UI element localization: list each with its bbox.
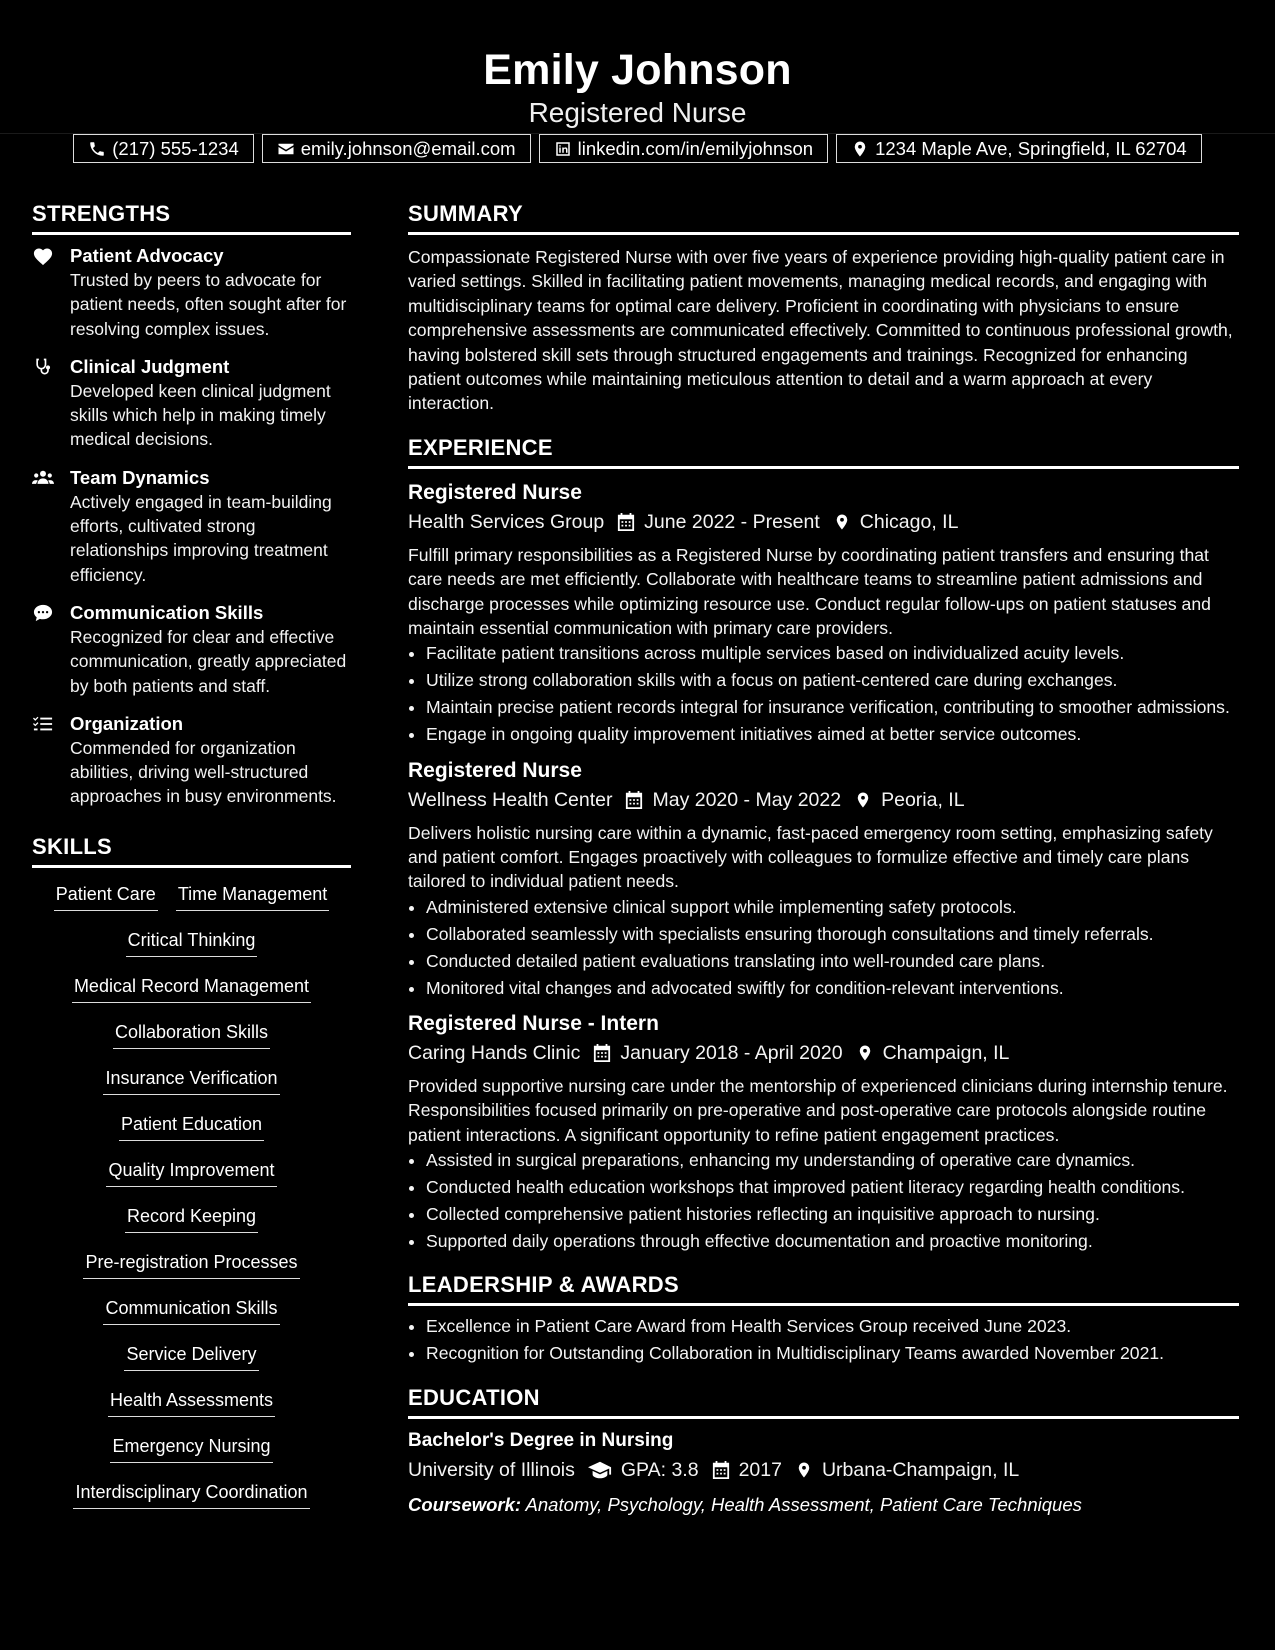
calendar-icon xyxy=(712,1460,730,1480)
job-bullet: • Maintain precise patient records integral for insurance verification, contributing to smoother admissions. xyxy=(426,695,1239,719)
strength-desc: Commended for organization abilities, driving well-structured approaches in busy environments. xyxy=(70,737,337,807)
skill-tag: Communication Skills xyxy=(103,1296,279,1325)
contact-address-text: 1234 Maple Ave, Springfield, IL 62704 xyxy=(875,137,1187,159)
job-description: Fulfill primary responsibilities as a Registered Nurse by coordinating patient transfers and ensuring that care needs are met efficiently. Collaborate with healthcare teams to streamline patient admissions and discharge processes while optimizing resource use. Conduct regular follow-ups on patient statuses and maintain essential communication with primary care providers. xyxy=(408,544,1211,639)
skill-tag: Patient Care xyxy=(54,882,158,911)
company-name: Wellness Health Center xyxy=(408,788,613,811)
skill-tag: Medical Record Management xyxy=(72,974,311,1003)
graduation-cap-icon xyxy=(588,1460,612,1480)
stethoscope-icon xyxy=(32,357,54,377)
job-bullet: • Assisted in surgical preparations, enhancing my understanding of operative care dynamics. xyxy=(426,1148,1239,1172)
strength-item xyxy=(32,600,351,698)
contact-phone[interactable] xyxy=(73,134,254,163)
job-bullet: • Collaborated seamlessly with specialists ensuring thorough consultations and timely referrals. xyxy=(426,922,1239,946)
job-bullet: • Engage in ongoing quality improvement initiatives aimed at better service outcomes. xyxy=(426,722,1239,746)
contact-linkedin[interactable] xyxy=(539,134,828,163)
skill-tag: Quality Improvement xyxy=(106,1158,276,1187)
envelope-icon xyxy=(277,140,295,158)
experience-entry xyxy=(408,479,1239,747)
job-location: Peoria, IL xyxy=(881,788,965,811)
candidate-title: Registered Nurse xyxy=(528,97,747,128)
award-item: • Recognition for Outstanding Collaboration in Multidisciplinary Teams awarded November 2021. xyxy=(426,1341,1239,1365)
resume-header xyxy=(0,0,1275,159)
summary-heading: SUMMARY xyxy=(408,200,1239,235)
coursework xyxy=(408,1491,1239,1519)
job-meta xyxy=(408,1038,1239,1068)
company-name: Health Services Group xyxy=(408,510,605,533)
education-heading: EDUCATION xyxy=(408,1384,1239,1419)
job-bullets xyxy=(408,895,1239,1000)
job-bullet: • Facilitate patient transitions across multiple services based on individualized acuity levels. xyxy=(426,641,1239,665)
strength-name: Clinical Judgment xyxy=(70,355,230,377)
skill-tag: Emergency Nursing xyxy=(110,1434,272,1463)
summary-text: Compassionate Registered Nurse with over five years of experience providing high-quality patient care in varied settings. Skilled in facilitating patient movements, managing medical records, and engaging with multidisciplinary teams for optimal care delivery. Proficient in coordinating with physicians to ensure comprehensive assessments are communicated effectively. Committed to continuous professional growth, having bolstered skill sets through structured engagements and trainings. Recognized for enhancing patient outcomes while maintaining meticulous attention to detail and a warm approach at every interaction. xyxy=(408,247,1233,414)
job-dates: May 2020 - May 2022 xyxy=(652,788,842,811)
strength-name: Patient Advocacy xyxy=(70,245,224,266)
job-bullet: • Conducted detailed patient evaluations translating into well-rounded care plans. xyxy=(426,949,1239,973)
skill-tag: Time Management xyxy=(176,882,329,911)
strength-name: Team Dynamics xyxy=(70,466,210,488)
graduation-year: 2017 xyxy=(738,1458,782,1481)
strength-item xyxy=(32,711,351,809)
degree-title: Bachelor's Degree in Nursing xyxy=(408,1429,674,1451)
strength-name: Communication Skills xyxy=(70,601,264,623)
location-pin-icon xyxy=(795,1460,813,1480)
skill-tag: Service Delivery xyxy=(124,1342,258,1371)
job-bullet: • Utilize strong collaboration skills with a focus on patient-centered care during exchanges. xyxy=(426,668,1239,692)
job-title: Registered Nurse xyxy=(408,758,582,782)
skill-tag: Patient Education xyxy=(119,1112,264,1141)
experience-heading: EXPERIENCE xyxy=(408,434,1239,469)
job-location: Champaign, IL xyxy=(882,1041,1010,1064)
strength-item xyxy=(32,465,351,587)
job-bullets xyxy=(408,1148,1239,1253)
linkedin-icon xyxy=(554,140,572,158)
contact-address[interactable] xyxy=(836,134,1202,163)
contact-email[interactable] xyxy=(262,134,531,163)
job-meta xyxy=(408,785,1239,815)
strength-desc: Actively engaged in team-building efforts, cultivated strong relationships improving treatment efficiency. xyxy=(70,491,332,585)
strength-desc: Recognized for clear and effective communication, greatly appreciated by both patients and staff. xyxy=(70,626,347,696)
job-meta xyxy=(408,507,1239,537)
users-icon xyxy=(32,468,54,488)
location-pin-icon xyxy=(856,1043,874,1063)
experience-entry xyxy=(408,757,1239,1000)
calendar-icon xyxy=(617,512,635,532)
checklist-icon xyxy=(32,714,54,734)
heart-icon xyxy=(32,246,54,266)
job-dates: January 2018 - April 2020 xyxy=(620,1041,843,1064)
skill-tag: Record Keeping xyxy=(125,1204,258,1233)
job-bullet: • Conducted health education workshops that improved patient literacy regarding health conditions. xyxy=(426,1175,1239,1199)
job-description: Provided supportive nursing care under the mentorship of experienced clinicians during internship tenure. Responsibilities focused primarily on pre-operative and post-operative care protocols alongside routine patient interactions. A significant opportunity to refine patient engagement practices. xyxy=(408,1075,1228,1145)
location-pin-icon xyxy=(854,790,872,810)
calendar-icon xyxy=(625,790,643,810)
job-bullet: • Administered extensive clinical support while implementing safety protocols. xyxy=(426,895,1239,919)
skill-tag: Critical Thinking xyxy=(126,928,258,957)
coursework-label: Coursework: xyxy=(408,1493,522,1515)
strength-item xyxy=(32,354,351,452)
experience-entry xyxy=(408,1010,1239,1253)
education-meta xyxy=(408,1455,1239,1485)
phone-icon xyxy=(88,140,106,158)
contact-email-text: emily.johnson@email.com xyxy=(300,137,516,159)
awards-list xyxy=(408,1314,1239,1365)
contact-phone-text: (217) 555-1234 xyxy=(112,137,239,159)
skill-tag: Collaboration Skills xyxy=(113,1020,270,1049)
award-item: • Excellence in Patient Care Award from Health Services Group received June 2023. xyxy=(426,1314,1239,1338)
job-bullet: • Collected comprehensive patient histories reflecting an inquisitive approach to nursing. xyxy=(426,1202,1239,1226)
skill-tag: Pre-registration Processes xyxy=(83,1250,299,1279)
gpa: GPA: 3.8 xyxy=(620,1458,699,1481)
leadership-heading: LEADERSHIP & AWARDS xyxy=(408,1271,1239,1306)
job-bullet: • Supported daily operations through effective documentation and proactive monitoring. xyxy=(426,1229,1239,1253)
candidate-name: Emily Johnson xyxy=(483,46,792,94)
skills-list xyxy=(32,876,351,1526)
strength-item xyxy=(32,243,351,341)
speech-bubble-icon xyxy=(32,603,54,623)
job-bullets xyxy=(408,641,1239,746)
company-name: Caring Hands Clinic xyxy=(408,1041,581,1064)
school-name: University of Illinois xyxy=(408,1458,575,1481)
job-description: Delivers holistic nursing care within a dynamic, fast-paced emergency room setting, emphasizing safety and patient comfort. Engages proactively with colleagues to formulize effective and timely care plans tailored to individual patient needs. xyxy=(408,822,1213,892)
strengths-heading: STRENGTHS xyxy=(32,200,351,235)
coursework-list: Anatomy, Psychology, Health Assessment, Patient Care Techniques xyxy=(525,1493,1082,1515)
skill-tag: Insurance Verification xyxy=(103,1066,279,1095)
skill-tag: Health Assessments xyxy=(108,1388,275,1417)
strength-desc: Developed keen clinical judgment skills which help in making timely medical decisions. xyxy=(70,380,331,450)
right-column xyxy=(408,200,1239,1519)
job-bullet: • Monitored vital changes and advocated swiftly for condition-relevant interventions. xyxy=(426,976,1239,1000)
job-dates: June 2022 - Present xyxy=(644,510,820,533)
contact-linkedin-text: linkedin.com/in/emilyjohnson xyxy=(577,137,814,159)
strength-desc: Trusted by peers to advocate for patient needs, often sought after for resolving complex issues. xyxy=(70,270,347,339)
contact-bar xyxy=(0,134,1275,163)
left-column xyxy=(32,200,351,1526)
skills-heading: SKILLS xyxy=(32,833,351,868)
location-pin-icon xyxy=(833,512,851,532)
calendar-icon xyxy=(593,1043,611,1063)
job-title: Registered Nurse xyxy=(408,480,582,504)
job-title: Registered Nurse - Intern xyxy=(408,1011,659,1035)
strength-name: Organization xyxy=(70,712,184,734)
location-pin-icon xyxy=(851,140,869,158)
job-location: Chicago, IL xyxy=(859,510,959,533)
school-location: Urbana-Champaign, IL xyxy=(821,1458,1020,1481)
skill-tag: Interdisciplinary Coordination xyxy=(73,1480,309,1509)
